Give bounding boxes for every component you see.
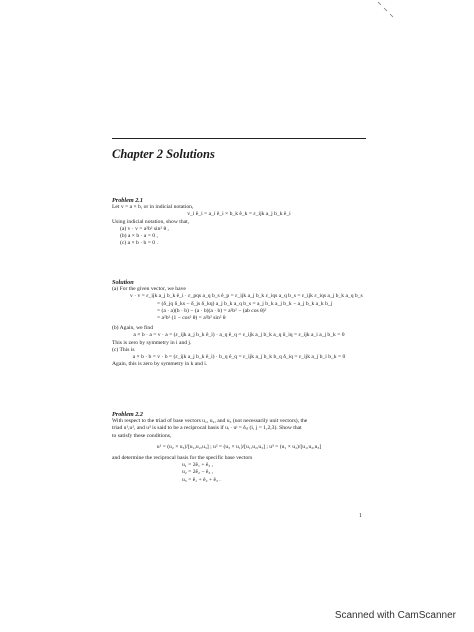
problem-item-b: (b) a × b · a = 0 , (120, 233, 158, 240)
solution-section (112, 279, 366, 368)
solution-note: Again, this is zero by symmetry in k and i. (112, 361, 208, 368)
problem-item-a: (a) v · v = a²b² sin² θ , (120, 225, 169, 232)
corner-tick-marks (376, 0, 396, 20)
solution-part-a-intro: (a) For the given vector, we have (112, 286, 186, 293)
chapter-title: Chapter 2 Solutions (112, 147, 215, 161)
problem-text: triad u¹,u², and u³ is said to be a reciprocal basis if uᵢ · uʲ = δᵢⱼ (i, j = 1,2,3). Show that (112, 425, 302, 432)
problem-2-2 (112, 411, 366, 484)
solution-part-c-intro: (c) This is (112, 346, 135, 353)
equation: v_i ê_i = a_i ê_i × b_k ê_k = ε_ijk a_j b_k ê_i (187, 211, 291, 218)
problem-heading: Problem 2.2 (112, 411, 143, 418)
problem-text: Let v = a × b, or in indicial notation, (112, 204, 194, 211)
equation: = a²b² (1 − cos² θ) = a²b² sin² θ (157, 315, 226, 322)
problem-2-1 (112, 197, 366, 247)
equation: = (a · a)(b · b) − (a · b)(a · b) = a²b² − (ab cos θ)² (157, 307, 267, 314)
solution-part-b-intro: (b) Again, we find (112, 325, 154, 332)
equation: a × b · b = v · b = (ε_ijk a_j b_k ê_i) · b_q ê_q = ε_ijk a_j b_k b_q δ_iq = ε_ijk a_j b_i b_k = 0 (132, 354, 346, 361)
problem-item-c: (c) a × b · b = 0 . (120, 240, 158, 247)
solution-heading: Solution (112, 279, 134, 286)
base-vector-equation: u₁ = 2ê₁ + ê₂ , (182, 462, 214, 469)
chapter-rule (112, 138, 366, 139)
base-vector-equation: u₂ = 2ê₂ − ê₃ , (182, 469, 214, 476)
scanner-watermark: Scanned with CamScanner (334, 610, 456, 621)
equation: v · v = ε_ijk a_j b_k ê_i · ε_pqs a_q b_s ê_p = ε_ijk a_j b_k ε_iqs a_q b_s = ε_ijk ε_iqs a_j b_k a_q b_s (130, 293, 363, 300)
base-vector-equation: u₃ = ê₁ + ê₂ + ê₃ . (182, 476, 221, 483)
equation: = (δ_jq δ_ks − δ_js δ_kq) a_j b_k a_q b_s = a_j b_k a_j b_k − a_j b_k a_k b_j (157, 300, 333, 307)
problem-text: to satisfy these conditions, (112, 432, 172, 439)
problem-heading: Problem 2.1 (112, 197, 143, 204)
solution-note: This is zero by symmetry in i and j. (112, 339, 192, 346)
problem-text: and determine the reciprocal basis for the specific base vectors (112, 455, 253, 462)
problem-text: With respect to the triad of base vectors u₁, u₂, and u₃ (not necessarily unit vectors), the (112, 418, 308, 425)
page-number: 1 (359, 513, 362, 519)
reciprocal-basis-equation: u¹ = (u₂ × u₃)/[u₁,u₂,u₃] ; u² = (u₃ × u₁)/[u₁,u₂,u₃] ; u³ = (u₁ × u₂)/[u₁,u₂,u₃] (156, 443, 322, 450)
equation: a × b · a = v · a = (ε_ijk a_j b_k ê_i) · a_q ê_q = ε_ijk a_j b_k a_q δ_iq = ε_ijk a_i a_j b_k = 0 (133, 332, 345, 339)
problem-text: Using indicial notation, show that, (112, 218, 190, 225)
